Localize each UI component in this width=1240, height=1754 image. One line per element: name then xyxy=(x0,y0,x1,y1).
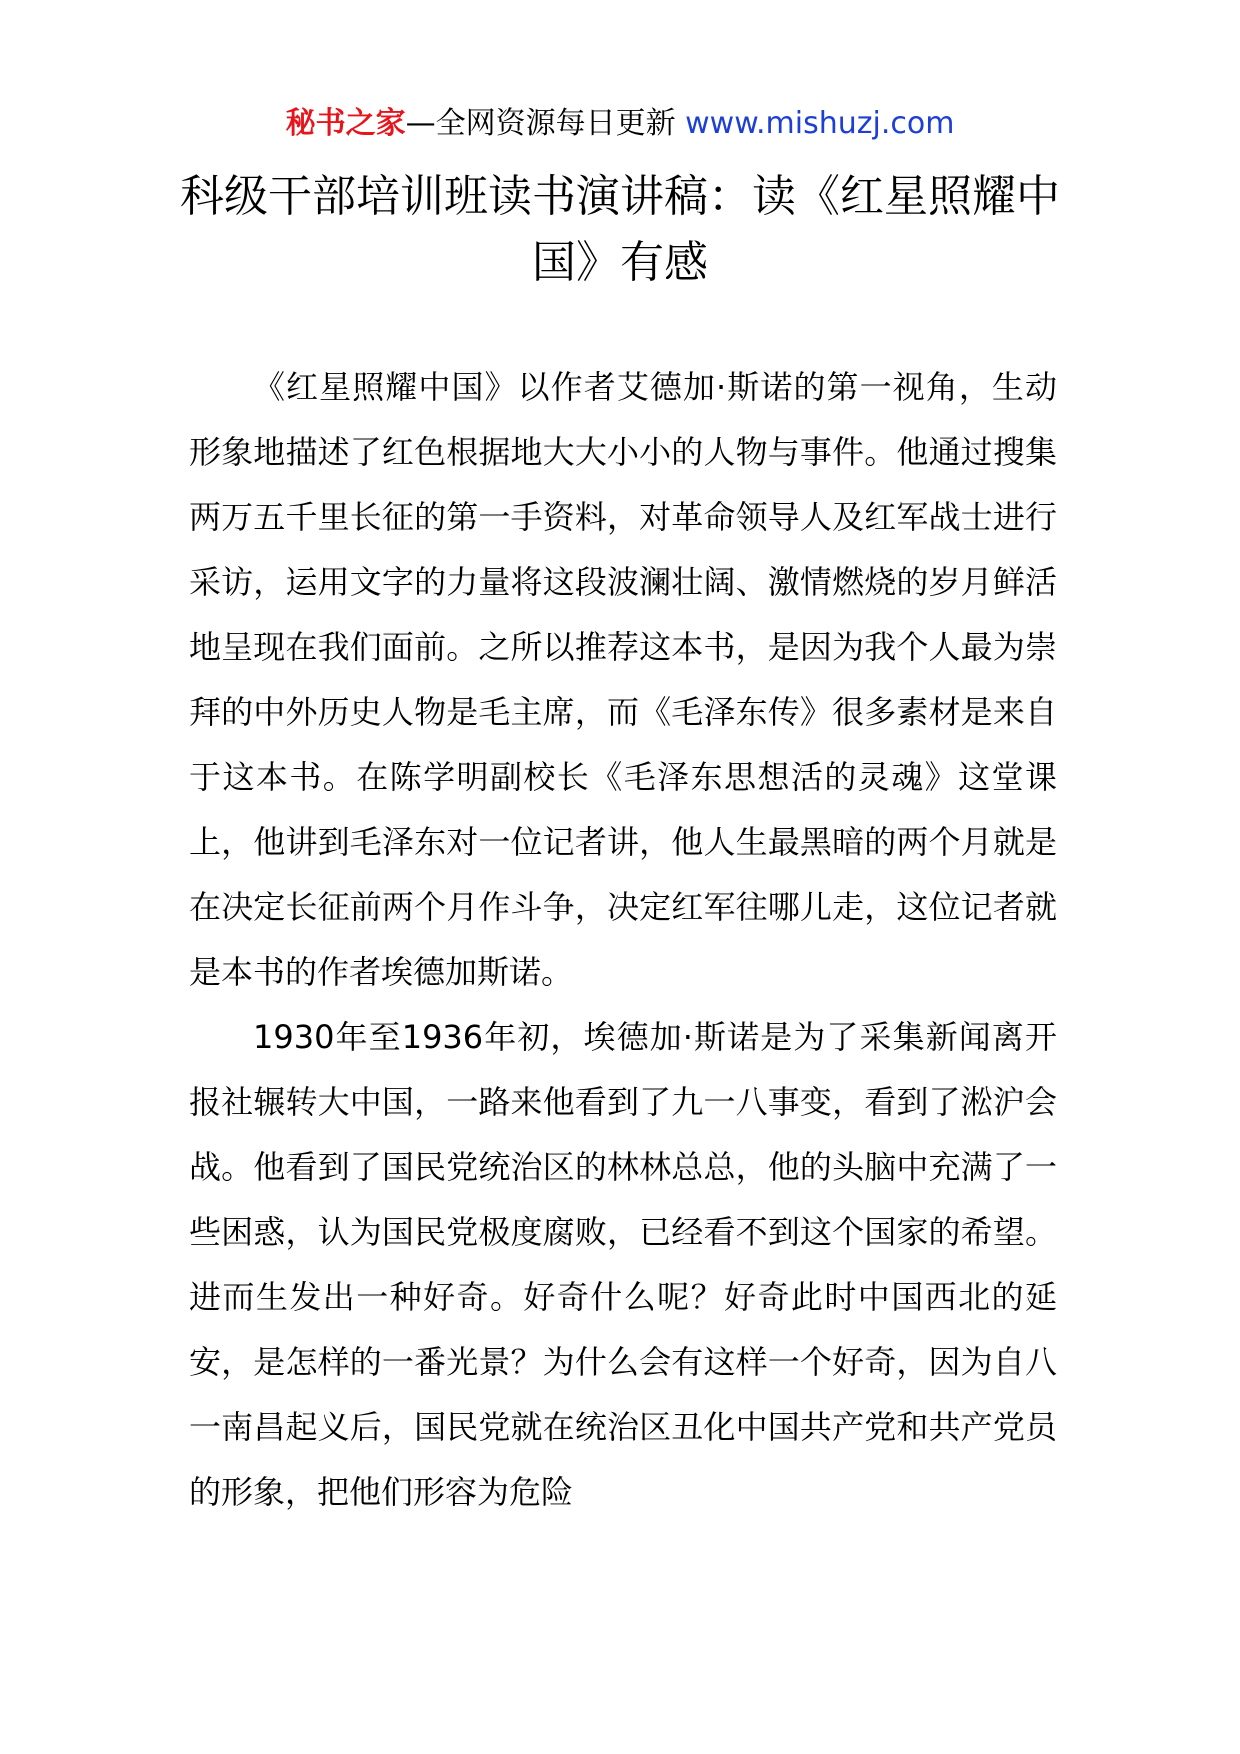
paragraph: 1930年至1936年初，埃德加·斯诺是为了采集新闻离开报社辗转大中国，一路来他看到了九一八事变，看到了淞沪会战。他看到了国民党统治区的林林总总，他的头脑中充满了一些困惑，认为国民党极度腐败，已经看不到这个国家的希望。进而生发出一种好奇。好奇什么呢？好奇此时中国西北的延安，是怎样的一番光景？为什么会有这样一个好奇，因为自八一南昌起义后，国民党就在统治区丑化中国共产党和共产党员的形象，把他们形容为危险 xyxy=(189,1018,1057,1511)
header-tagline: —全网资源每日更新 xyxy=(405,106,676,141)
site-url-link[interactable]: www.mishuzj.com xyxy=(685,106,955,141)
document-title: 科级干部培训班读书演讲稿：读《红星照耀中国》有感 xyxy=(180,171,1060,288)
brand-name: 秘书之家 xyxy=(285,106,406,141)
paragraph: 《红星照耀中国》以作者艾德加·斯诺的第一视角，生动形象地描述了红色根据地大大小小的人物与事件。他通过搜集两万五千里长征的第一手资料，对革命领导人及红军战士进行采访，运用文字的力量将这段波澜壮阔、激情燃烧的岁月鲜活地呈现在我们面前。之所以推荐这本书，是因为我个人最为崇拜的中外历史人物是毛主席，而《毛泽东传》很多素材是来自于这本书。在陈学明副校长《毛泽东思想活的灵魂》这堂课上，他讲到毛泽东对一位记者讲，他人生最黑暗的两个月就是在决定长征前两个月作斗争，决定红军往哪儿走，这位记者就是本书的作者埃德加斯诺。 xyxy=(189,368,1057,991)
document-body xyxy=(189,355,1057,1525)
site-header xyxy=(0,100,1240,148)
